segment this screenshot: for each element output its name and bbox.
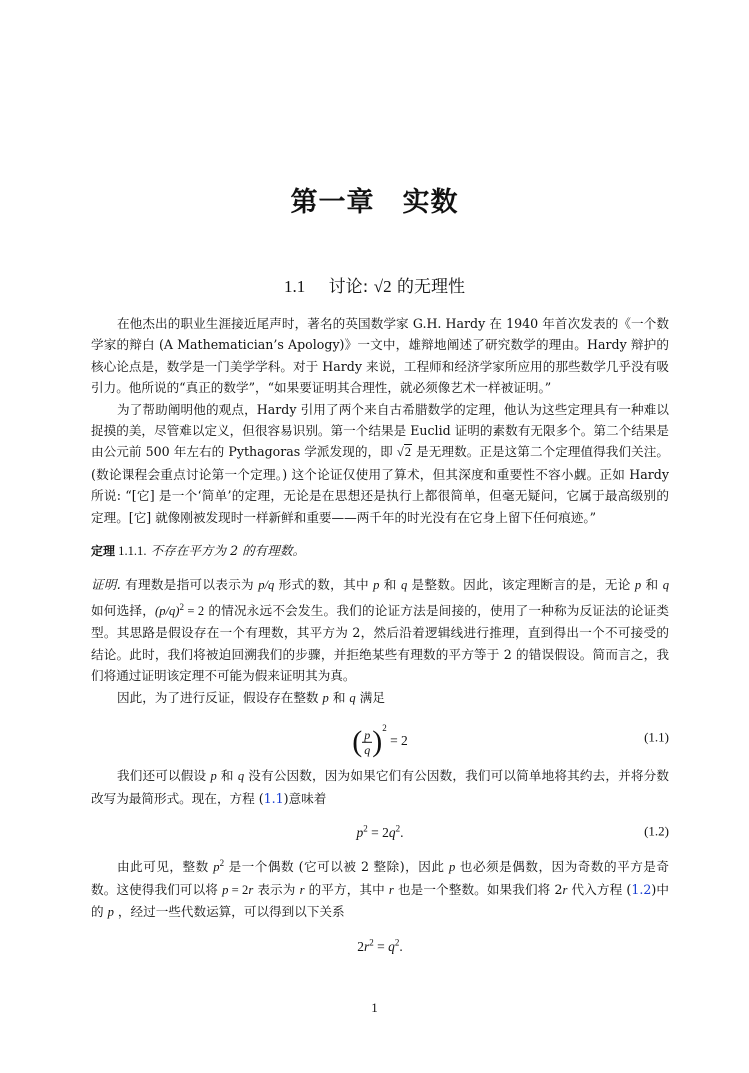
paragraph-pythagoras: 为了帮助阐明他的观点，Hardy 引用了两个来自古希腊数学的定理，他认为这些定理具有一种难以捉摸的美，尽管难以定义，但很容易识别。第一个结果是 Euclid 证明的素数有无限多个。第二个结果是由公元前 500 年左右的 Pythagoras 学派发现的，即 √2 是无理数。正是这第二个定理值得我们关注。(数论课程会重点讨论第一个定理。) 这个论证仅使用了算术，但其深度和重要性不容小觑。正如 Hardy 所说: “[它] 是一个‘简单’的定理，无论是在思想还是执行上都很简单，但毫无疑问，它属于最高级别的定理。[它] 就像刚被发现时一样新鲜和重要——两千年的时光没有在它身上留下任何痕迹。” xyxy=(91,401,669,525)
sqrt-2-inline: √2 xyxy=(396,445,412,460)
equation-ref-1-1[interactable]: 1.1 xyxy=(263,790,284,806)
proof-label: 证明. xyxy=(91,577,121,593)
chapter-title: 第一章 实数 xyxy=(290,187,459,218)
section-number: 1.1 xyxy=(283,277,306,296)
theorem-label: 定理 xyxy=(91,544,116,559)
equation-1-1: ( $\frac{p}{q}$ )$^2$ = 2 (1.1) xyxy=(352,722,669,759)
paragraph-even: 由此可见，整数 $p^2$ 是一个偶数 (它可以被 2 整除)，因此 p 也必须是偶数，因为奇数的平方是奇数。这使得我们可以将 p = 2r 表示为 r 的平方，其中 r 也是一个整数。如果我们将 2r 代入方程 (1.2)中的 p ，经过一些代数运算，可以得到以下关系 xyxy=(91,857,669,919)
paragraph-hardy-intro: 在他杰出的职业生涯接近尾声时，著名的英国数学家 G.H. Hardy 在 1940 年首次发表的《一个数学家的辩白 (A Mathematician’s Apology)》一文中，雄辩地阐述了研究数学的理由。Hardy 辩护的核心论点是，数学是一门美学学科。对于 Hardy 来说，工程师和经济学家所应用的那些数学几乎没有吸引力。他所说的“真正的数学”，“如果要证明其合理性，就必须像艺术一样被证明。” xyxy=(91,316,669,396)
paragraph-lowest-terms: 我们还可以假设 p 和 q 没有公因数，因为如果它们有公因数，我们可以简单地将其约去，并将分数改写为最简形式。现在，方程 (1.1)意味着 xyxy=(91,768,669,806)
proof-paragraph: 证明. 有理数是指可以表示为 p/q 形式的数，其中 p 和 q 是整数。因此，该定理断言的是，无论 p 和 q 如何选择，$(p/q)^2 = 2$ 的情况永远不会发生。我们的论证方法是间接的，使用了一种称为反证法的论证类型。其思路是假设存在一个有理数，其平方为 2，然后沿着逻辑线进行推理，直到得出一个不可接受的结论。此时，我们将被迫回溯我们的步骤，并拒绝某些有理数的平方等于 2 的错误假设。简而言之，我们将通过证明该定理不可能为假来证明其为真。 xyxy=(91,577,669,684)
equation-number: (1.1) xyxy=(644,729,669,745)
page-number: 1 xyxy=(371,1000,378,1015)
paragraph-suppose: 因此，为了进行反证，假设存在整数 p 和 q 满足 xyxy=(117,689,385,705)
equation-ref-1-2[interactable]: 1.2 xyxy=(631,881,652,897)
equation-2r2-q2: $2r^2 = q^2$. xyxy=(357,937,403,955)
section-title-suffix: 的无理性 xyxy=(391,277,466,297)
body-text xyxy=(91,313,669,967)
sqrt-2-symbol: √2 xyxy=(373,277,392,296)
section-heading xyxy=(0,272,749,297)
theorem-statement: 不存在平方为 2 的有理数。 xyxy=(146,543,306,559)
equation-number: (1.2) xyxy=(644,823,669,839)
equation-1-2: $p^2 = 2q^2$. (1.2) xyxy=(91,809,669,853)
theorem-1-1-1: 定理 1.1.1. 不存在平方为 2 的有理数。 xyxy=(91,543,306,559)
section-title-prefix: 讨论: xyxy=(328,277,374,297)
